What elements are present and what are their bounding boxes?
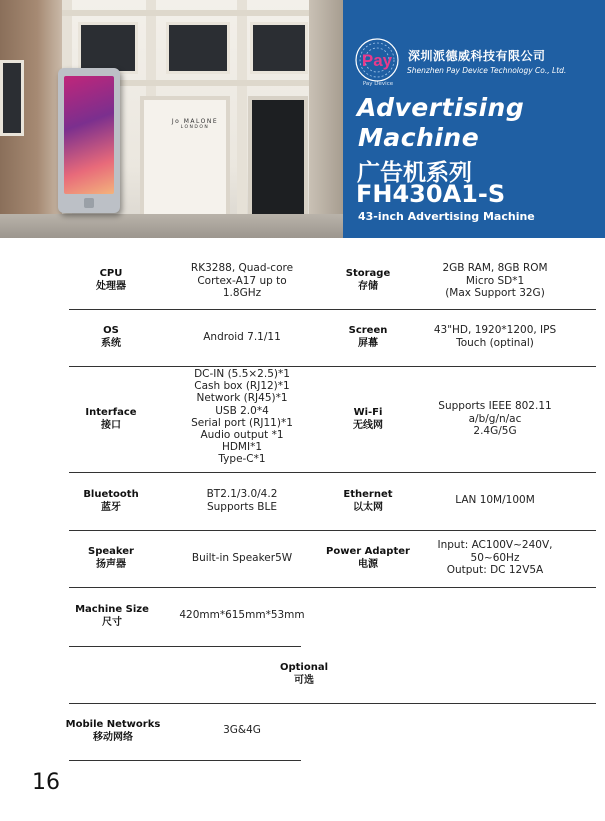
storefront-photo bbox=[0, 0, 343, 238]
model-number: FH430A1-S bbox=[356, 180, 506, 208]
mobile-networks-value: 3G&4G bbox=[223, 724, 261, 736]
os-value: Android 7.1/11 bbox=[203, 331, 281, 343]
cpu-value: RK3288, Quad-core Cortex-A17 up to 1.8GHz bbox=[190, 262, 294, 299]
title-cn: 广告机系列 bbox=[357, 160, 472, 186]
row-divider bbox=[69, 472, 596, 473]
speaker-value: Built-in Speaker5W bbox=[191, 552, 293, 564]
title-advertising: Advertising bbox=[357, 93, 525, 122]
os-label: OS 系统 bbox=[101, 325, 121, 349]
wifi-label: Wi-Fi 无线网 bbox=[353, 407, 383, 431]
mobile-networks-label: Mobile Networks 移动网络 bbox=[65, 719, 161, 743]
power-value: Input: AC100V~240V, 50~60Hz Output: DC 12V5A bbox=[437, 539, 553, 576]
shop-sign: Jo MALONE bbox=[171, 118, 219, 125]
power-label: Power Adapter 电源 bbox=[326, 546, 410, 570]
company-name-en: Shenzhen Pay Device Technology Co., Ltd. bbox=[407, 66, 567, 75]
size-label: Machine Size 尺寸 bbox=[75, 604, 149, 628]
logo-tagline: Pay Device bbox=[362, 81, 394, 87]
row-divider bbox=[69, 587, 596, 588]
speaker-label: Speaker 扬声器 bbox=[88, 546, 134, 570]
title-machine: Machine bbox=[358, 123, 480, 152]
screen-value: 43"HD, 1920*1200, IPS Touch (optinal) bbox=[433, 324, 557, 349]
cpu-label: CPU 处理器 bbox=[96, 268, 126, 292]
logo-word: Pay bbox=[361, 51, 393, 70]
wifi-value: Supports IEEE 802.11 a/b/g/n/ac 2.4G/5G bbox=[438, 400, 552, 437]
optional-heading: Optional 可选 bbox=[279, 662, 329, 686]
row-divider bbox=[69, 366, 596, 367]
bluetooth-value: BT2.1/3.0/4.2 Supports BLE bbox=[206, 488, 278, 513]
shop-sign-sub: LONDON bbox=[180, 125, 210, 130]
company-name-cn: 深圳派德威科技有限公司 bbox=[408, 49, 546, 63]
page-number: 16 bbox=[32, 770, 60, 795]
storage-value: 2GB RAM, 8GB ROM Micro SD*1 (Max Support 32G) bbox=[442, 262, 548, 299]
ethernet-label: Ethernet 以太网 bbox=[343, 489, 393, 513]
row-divider bbox=[69, 309, 596, 310]
size-value: 420mm*615mm*53mm bbox=[179, 609, 305, 621]
row-divider bbox=[69, 703, 596, 704]
subtitle: 43-inch Advertising Machine bbox=[358, 210, 535, 223]
bluetooth-label: Bluetooth 蓝牙 bbox=[83, 489, 139, 513]
row-divider bbox=[69, 760, 301, 761]
interface-label: Interface 接口 bbox=[85, 407, 137, 431]
screen-label: Screen 屏幕 bbox=[348, 325, 388, 349]
ethernet-value: LAN 10M/100M bbox=[455, 494, 535, 506]
pay-logo-icon bbox=[355, 38, 399, 82]
interface-value: DC-IN (5.5×2.5)*1 Cash box (RJ12)*1 Network (RJ45)*1 USB 2.0*4 Serial port (RJ11)*1 Audio output *1 HDMI*1 Type-C*1 bbox=[191, 368, 293, 466]
advertising-machine-image bbox=[58, 68, 120, 213]
row-divider bbox=[69, 530, 596, 531]
header-banner bbox=[0, 0, 605, 238]
row-divider bbox=[69, 646, 301, 647]
storage-label: Storage 存储 bbox=[345, 268, 391, 292]
